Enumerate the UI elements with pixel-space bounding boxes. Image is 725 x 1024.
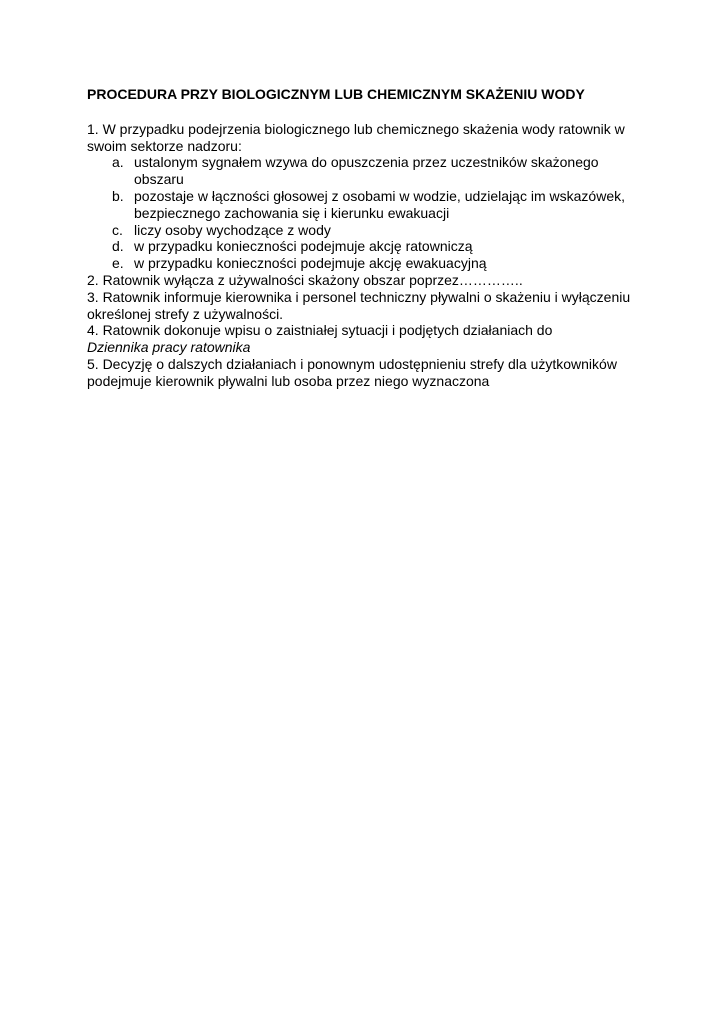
list-marker: b. [112,187,124,204]
sublist-item-c [87,222,647,239]
procedure-item-4-text: 4. Ratownik dokonuje wpisu o zaistniałej sytuacji i podjętych działaniach do [87,322,553,339]
sublist-item-d [87,238,647,255]
sublist-item-b [87,188,647,222]
procedure-item-1: 1. W przypadku podejrzenia biologicznego lub chemicznego skażenia wody ratownik w swoim sektorze nadzoru: [87,120,625,154]
sublist-item-a [87,154,647,188]
sublist-item-text: w przypadku konieczności podejmuje akcję ratowniczą [134,238,473,255]
list-marker: a. [112,154,124,171]
list-marker: e. [112,255,124,272]
procedure-item-1-sublist [87,154,647,272]
document-title: PROCEDURA PRZY BIOLOGICZNYM LUB CHEMICZNYM SKAŻENIU WODY [87,86,585,102]
procedure-item-5: 5. Decyzję o dalszych działaniach i ponownym udostępnieniu strefy dla użytkowników podejmuje kierownik pływalni lub osoba przez niego wyznaczona [87,355,617,389]
journal-name: Dziennika pracy ratownika [87,339,251,356]
sublist-item-text: w przypadku konieczności podejmuje akcję ewakuacyjną [134,255,487,272]
procedure-item-2: 2. Ratownik wyłącza z używalności skażony obszar poprzez………….. [87,271,523,288]
procedure-item-3: 3. Ratownik informuje kierownika i personel techniczny pływalni o skażeniu i wyłączeniu określonej strefy z używalności. [87,288,631,322]
sublist-item-text: liczy osoby wychodzące z wody [134,221,331,238]
document-body [87,86,647,390]
procedure-item-4 [87,322,647,356]
sublist-item-text: pozostaje w łączności głosowej z osobami w wodzie, udzielając im wskazówek, bezpiecznego zachowania się i kierunku ewakuacji [134,187,625,221]
sublist-item-text: ustalonym sygnałem wzywa do opuszczenia przez uczestników skażonego obszaru [134,154,599,188]
list-marker: d. [112,238,124,255]
sublist-item-e [87,255,647,272]
list-marker: c. [112,221,123,238]
